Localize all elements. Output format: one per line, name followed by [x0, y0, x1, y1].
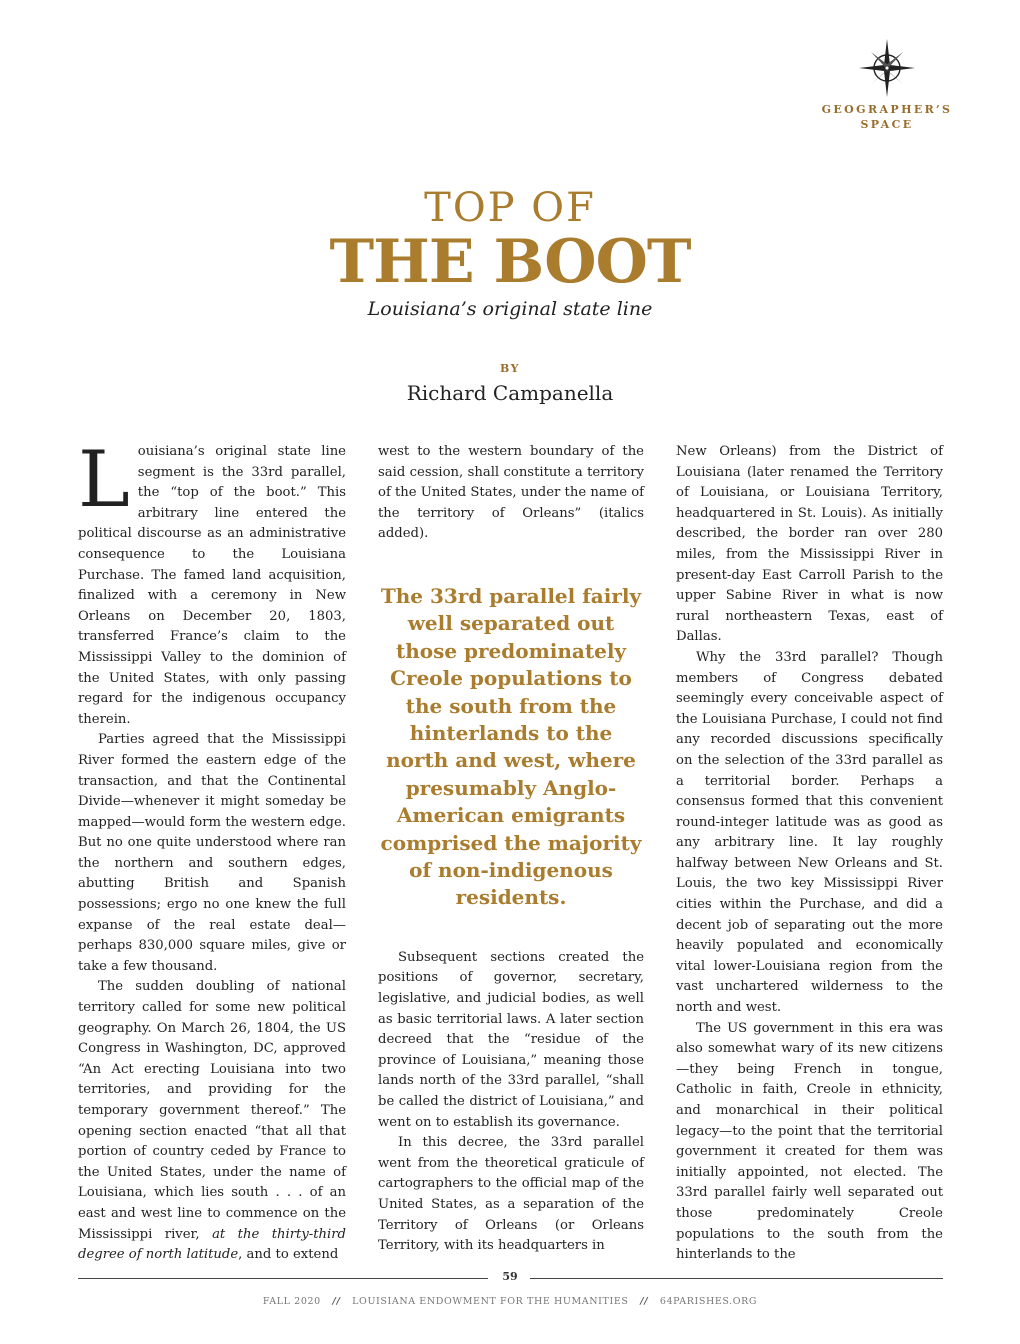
paragraph-6: In this decree, the 33rd parallel went from the theoretical graticule of cartographers to the official map of the United States, as a separation of the Territory of Orleans (or Orleans Territory, with its headquarters in [378, 1135, 644, 1254]
page-title: THE BOOT [329, 227, 691, 297]
paragraph-3-text: The sudden doubling of national territory called for some new political geography. On March 26, 1804, the US Congress in Washington, DC, approved “An Act erecting Louisiana into two territories, and providing for the temporary government thereof.” The opening section enacted “that all that portion of country ceded by France to the United States, under the name of Louisiana, which lies south . . . of an east and west line to commence on the Mississippi river, [78, 979, 346, 1242]
paragraph-3-end: , and to extend [238, 1247, 339, 1263]
column-1 [78, 435, 346, 1266]
section-label-line2: SPACE [860, 118, 914, 131]
footer [0, 1296, 1020, 1307]
title-kicker: TOP OF [424, 185, 596, 231]
paragraph-1-text: ouisiana’s original state line segment is the 33rd parallel, the “top of the boot.” This arbitrary line entered the political discourse as an administrative consequence to the Louisiana Purchase. The famed land acquisition, finalized with a ceremony in New Orleans on December 20, 1803, transferred France’s claim to the Mississippi Valley to the dominion of the United States, with only passing regard for the indigenous occupancy therein. [78, 444, 346, 727]
footer-separator: // [332, 1296, 341, 1307]
paragraph-9: The US government in this era was also somewhat wary of its new citizens—they being French in tongue, Catholic in faith, Creole in ethnicity, and monarchical in their political legacy—to the point that the territorial government it created for them was initially appointed, not elected. The 33rd parallel fairly well separated out those predominately Creole populations to the south from the hinterlands to the [676, 1020, 943, 1263]
paragraph-4: west to the western boundary of the said cession, shall constitute a territory of the United States, under the name of the territory of Orleans” (italics added). [378, 444, 645, 542]
paragraph-8: Why the 33rd parallel? Though members of Congress debated seemingly every conceivable aspect of the Louisiana Purchase, I could not find any recorded discussions specifically on the selection of the 33rd parallel as a territorial border. Perhaps a consensus formed that this convenient round-integer latitude was as good as any arbitrary line. It lay roughly halfway between New Orleans and St. Louis, the two key Mississippi River cities within the Purchase, and did a decent job of separating out the more heavily populated and economically vital lower-Louisiana region from the vast unchartered wilderness to the north and west. [676, 649, 943, 1016]
paragraph-2: Parties agreed that the Mississippi River formed the eastern edge of the transaction, and that the Continental Divide—whenever it might someday be mapped—would form the western edge. But no one quite understood where ran the northern and southern edges, abutting British and Spanish possessions; ergo no one knew the full expanse of the real estate deal—perhaps 830,000 square miles, give or take a few thousand. [78, 732, 346, 974]
footer-publisher: LOUISIANA ENDOWMENT FOR THE HUMANITIES [352, 1296, 629, 1307]
byline-label: BY [500, 362, 520, 375]
paragraph-1 [78, 435, 346, 730]
drop-cap: L [78, 435, 130, 525]
subtitle: Louisiana’s original state line [367, 298, 653, 320]
author-name: Richard Campanella [406, 381, 614, 405]
footer-rule-right [530, 1278, 943, 1279]
paragraph-3-italic: at the thirty-third degree of north latitude [78, 1226, 346, 1263]
section-label-line1: GEOGRAPHER’S [821, 103, 953, 116]
column-3 [676, 442, 943, 1266]
footer-rule-left [78, 1278, 488, 1279]
compass-rose-icon [857, 36, 917, 100]
pull-quote: The 33rd parallel fairly well separated out those predominately Creole populations to the south from the hinterlands to the north and west, where presumably Anglo-American emigrants comprised the majority of non-indigenous residents. [380, 583, 642, 910]
page-number: 59 [502, 1270, 518, 1283]
footer-separator: // [640, 1296, 649, 1307]
byline [0, 362, 1020, 405]
section-label [812, 102, 962, 132]
column-2 [378, 442, 644, 1257]
footer-issue: FALL 2020 [262, 1296, 321, 1307]
section-header [812, 36, 962, 132]
paragraph-7: New Orleans) from the District of Louisiana (later renamed the Territory of Louisiana, or Louisiana Territory, headquartered in St. Louis). As initially described, the border ran over 280 miles, from the Mississippi River in present-day East Carroll Parish to the upper Sabine River in what is now rural northeastern Texas, east of Dallas. [676, 444, 943, 645]
footer-site: 64PARISHES.ORG [659, 1296, 758, 1307]
paragraph-3 [78, 977, 346, 1265]
title-block [0, 186, 1020, 320]
paragraph-5: Subsequent sections created the positions of governor, secretary, legislative, and judicial bodies, as well as basic territorial laws. A later section decreed that the “residue of the province of Louisiana,” meaning those lands north of the 33rd parallel, “shall be called the district of Louisiana,” and went on to establish its governance. [378, 949, 644, 1130]
